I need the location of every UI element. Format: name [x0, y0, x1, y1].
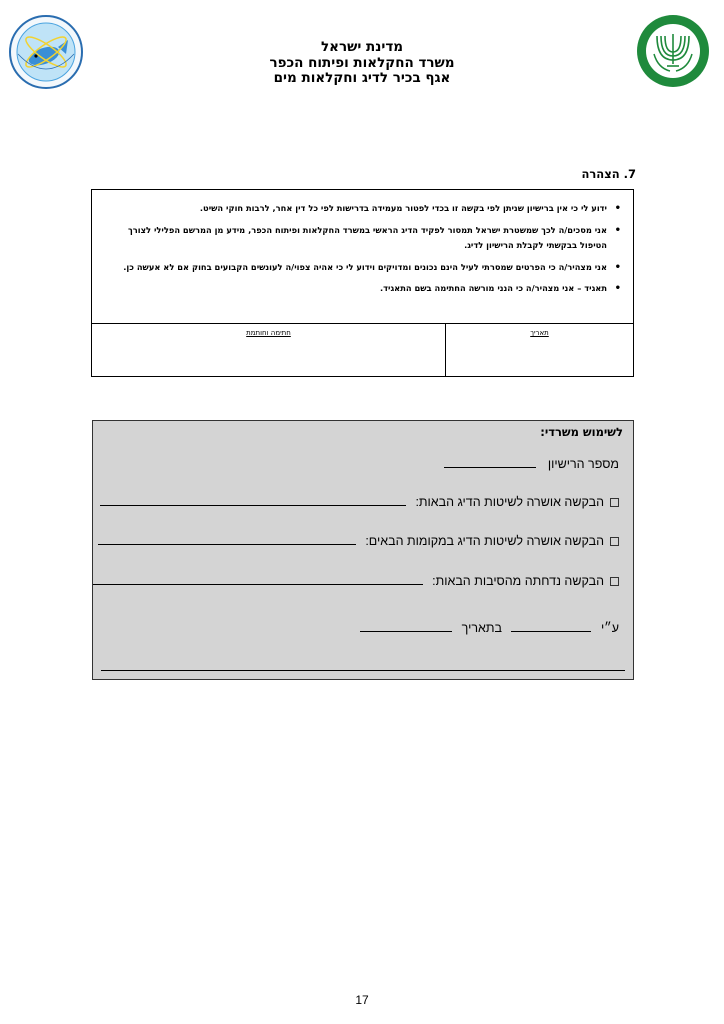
rejected-checkbox[interactable]	[610, 577, 619, 586]
ministry-emblem-logo	[636, 14, 710, 88]
declaration-item: • תאגיד – אני מצהיר/ה כי הנני מורשה החתימה בשם התאגיד.	[106, 281, 623, 297]
header-department: אגף בכיר לדיג וחקלאות מים	[273, 70, 451, 86]
page-number: 17	[355, 993, 369, 1007]
license-number-label: מספר הרישיון	[547, 457, 619, 471]
menorah-emblem-icon	[636, 14, 710, 88]
approved-places-row	[98, 534, 619, 548]
signature-label: חתימה וחותמת	[246, 329, 291, 337]
section-title: 7. הצהרה	[581, 167, 636, 181]
date-label: תאריך	[530, 329, 549, 337]
declaration-box	[91, 189, 634, 377]
approved-methods-field[interactable]	[100, 495, 406, 506]
approved-places-label: הבקשה אושרה לשיטות הדיג במקומות הבאים:	[365, 534, 604, 548]
date-cell[interactable]	[446, 324, 633, 376]
fisheries-department-logo	[8, 14, 84, 90]
license-number-row	[444, 457, 619, 471]
signature-cell[interactable]	[92, 324, 446, 376]
header-ministry: משרד החקלאות ופיתוח הכפר	[269, 54, 455, 71]
approved-methods-checkbox[interactable]	[610, 498, 619, 507]
bottom-rule	[101, 670, 625, 671]
fish-logo-icon	[8, 14, 84, 90]
rejected-row	[93, 574, 619, 588]
signoff-date-label: בתאריך	[461, 621, 502, 635]
approved-methods-label: הבקשה אושרה לשיטות הדיג הבאות:	[415, 495, 604, 509]
office-use-title: לשימוש משרדי:	[540, 425, 623, 439]
declaration-item: • אני מצהיר/ה כי הפרטים שמסרתי לעיל הינם נכונים ומדויקים וידוע לי כי אהיה צפוי/ה לעונשים הקבועים בחוק אם לא אעשה כן.	[106, 260, 623, 276]
license-number-field[interactable]	[444, 457, 536, 468]
signoff-date-field[interactable]	[360, 621, 452, 632]
approved-methods-row	[100, 495, 619, 509]
rejected-label: הבקשה נדחתה מהסיבות הבאות:	[432, 574, 604, 588]
document-header	[150, 40, 574, 87]
by-field[interactable]	[511, 621, 591, 632]
declaration-list	[92, 190, 633, 297]
declaration-item: • ידוע לי כי אין ברישיון שניתן לפי בקשה זו בכדי לפטור מעמידה בדרישות לפי כל דין אחר, לרבות חוקי השיט.	[106, 201, 623, 217]
office-use-box	[92, 420, 634, 680]
approved-places-field[interactable]	[98, 534, 356, 545]
header-state: מדינת ישראל	[320, 39, 404, 55]
approval-signoff-row	[360, 621, 619, 635]
declaration-item: • אני מסכים/ה לכך שמשטרת ישראל תמסור לפקיד הדיג הראשי במשרד החקלאות ופיתוח הכפר, מידע מן המרשם הפלילי לצורך הטיפול בבקשתי לקבלת הרישיון לדיג.	[106, 223, 623, 254]
declaration-text	[92, 190, 633, 324]
by-label: ע״י	[600, 621, 619, 635]
rejected-reasons-field[interactable]	[93, 574, 423, 585]
approved-places-checkbox[interactable]	[610, 537, 619, 546]
